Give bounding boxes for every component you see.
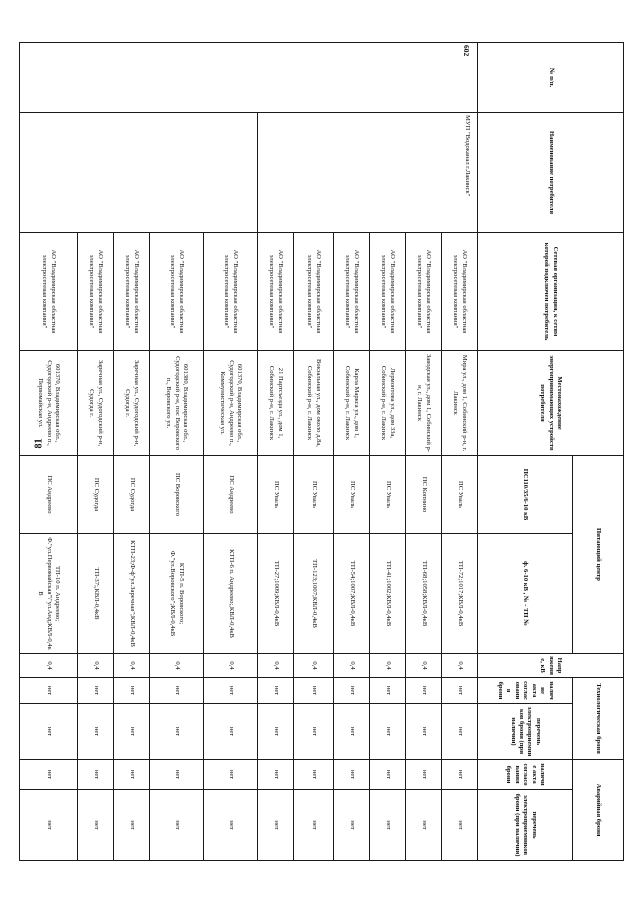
tech-act-cell: нет [78,678,114,704]
rotated-table-wrapper [37,42,624,860]
header-em-list: перечень электроприемников брони (при наличии) [478,790,573,861]
network-org-cell: АО "Владимирская областная электросетевая компания" [370,233,406,351]
header-emergency-armor: Аварийная броня [573,760,624,861]
tech-list-cell: нет [442,704,478,760]
em-act-cell: нет [20,760,78,790]
header-tech-armor: Технологическая броня [573,678,624,760]
em-list-cell: нет [78,790,114,861]
voltage-cell: 0,4 [114,654,150,678]
table-row [442,43,478,861]
network-org-cell: АО "Владимирская областная электросетевая компания" [78,233,114,351]
em-act-cell: нет [294,760,334,790]
consumer-name-empty [20,113,258,233]
ps-cell: ПС Уваль [294,456,334,534]
header-feeder: ф. 6-10 кВ , № - ТП № [478,534,573,654]
feeder-cell: ТП-10 п. Андреево; Ф."ул.Первомайская"\"ул.Анд;КВЛ-0,4кВ [20,534,78,654]
tech-act-cell: нет [258,678,294,704]
location-cell: 601370, Владимирская обл., Судогодский р-н, Андреево п., Коммунистическая ул. [204,351,258,456]
feeder-cell: ТП-54;1007;КВЛ-0,4кВ [334,534,370,654]
em-act-cell: нет [442,760,478,790]
tech-list-cell: нет [258,704,294,760]
tech-act-cell: нет [334,678,370,704]
feeder-cell: ТП-37;,КВЛ-0,4кВ [78,534,114,654]
voltage-cell: 0,4 [406,654,442,678]
feeder-cell: ТП-123;1007;КВЛ-0,4кВ [294,534,334,654]
em-act-cell: нет [78,760,114,790]
feeder-cell: ТП-72;1017;КВЛ-0,4кВ [442,534,478,654]
location-cell: Лермонтова ул., дом 33а, Собинский р-н, г. Лакинск [370,351,406,456]
em-list-cell: нет [334,790,370,861]
network-org-cell: АО "Владимирская областная электросетевая компания" [114,233,150,351]
em-act-cell: нет [204,760,258,790]
ps-cell: ПС Уваль [370,456,406,534]
network-org-cell: АО "Владимирская областная электросетевая компания" [406,233,442,351]
em-list-cell: нет [406,790,442,861]
em-act-cell: нет [114,760,150,790]
em-act-cell: нет [258,760,294,790]
ps-cell: ПС Судогда [78,456,114,534]
location-cell: Вокзальная ул., дом около д.8а, Собинский р-н, г. Лакинск [294,351,334,456]
ps-cell: ПС Судогда [114,456,150,534]
em-list-cell: нет [204,790,258,861]
voltage-cell: 0,4 [442,654,478,678]
row-number: 602 [20,43,478,113]
table-body [20,43,478,861]
tech-list-cell: нет [204,704,258,760]
network-org-cell: АО "Владимирская областная электросетевая компания" [258,233,294,351]
em-act-cell: нет [334,760,370,790]
header-num: № п/п. [478,43,624,113]
header-row-1 [573,43,624,861]
tech-act-cell: нет [294,678,334,704]
feeder-cell: КТП-6 п. Андреево;,КВЛ-0,4кВ [204,534,258,654]
em-act-cell: нет [370,760,406,790]
tech-act-cell: нет [150,678,204,704]
ps-cell: ПС Уваль [442,456,478,534]
tech-list-cell: нет [294,704,334,760]
em-act-cell: нет [150,760,204,790]
ps-cell: ПС Андреево [204,456,258,534]
em-list-cell: нет [294,790,334,861]
header-voltage: Напряжение, кВ [478,654,624,678]
voltage-cell: 0,4 [20,654,78,678]
tech-act-cell: нет [370,678,406,704]
network-org-cell: АО "Владимирская областная электросетевая компания" [20,233,78,351]
voltage-cell: 0,4 [370,654,406,678]
feeder-cell: ТП-27;1009;КВЛ-0,4кВ [258,534,294,654]
consumer-name: МУП "Водоканал г.Лакинск" [258,113,478,233]
tech-act-cell: нет [20,678,78,704]
em-list-cell: нет [442,790,478,861]
header-ps: ПС110/35/6-10 кВ [478,456,573,534]
header-network-org: Сетевая организация, к сетям которой подключен потребитель [478,233,624,351]
tech-list-cell: нет [78,704,114,760]
tech-act-cell: нет [406,678,442,704]
voltage-cell: 0,4 [150,654,204,678]
location-cell: Заречная ул., Судогодский р-н, Судогда г. [78,351,114,456]
armor-table [19,42,624,861]
ps-cell: ПС Воровского [150,456,204,534]
tech-list-cell: нет [406,704,442,760]
header-supply-center: Питающий центр [573,456,624,654]
header-em-act: наличие акта согласования брони [478,760,573,790]
location-cell: Заводская ул., дом 1, Собинский р-н, г. Лакинск [406,351,442,456]
page-number: 81 [33,438,45,449]
ps-cell: ПС Копнино [406,456,442,534]
voltage-cell: 0,4 [294,654,334,678]
network-org-cell: АО "Владимирская областная электросетевая компания" [204,233,258,351]
em-list-cell: нет [258,790,294,861]
header-consumer: Наименование потребителя [478,113,624,233]
voltage-cell: 0,4 [258,654,294,678]
table-row [204,43,258,861]
location-cell: Заречная ул., Судогодский р-н, Судогда г. [114,351,150,456]
tech-act-cell: нет [204,678,258,704]
feeder-cell: ТП-41;1002;КВЛ-0,4кВ [370,534,406,654]
network-org-cell: АО "Владимирская областная электросетевая компания" [294,233,334,351]
voltage-cell: 0,4 [334,654,370,678]
tech-list-cell: нет [370,704,406,760]
tech-list-cell: нет [150,704,204,760]
location-cell: 21 Партсъезда ул., дом 1, Собинский р-н, г. Лакинск [258,351,294,456]
location-cell: 601370, Владимирская обл., Судогодский р-н, Андреево п., Первомайская ул. [20,351,78,456]
network-org-cell: АО "Владимирская областная электросетевая компания" [334,233,370,351]
location-cell: 601380, Владимирская обл., Судогодский р-н, пос Воровского п., Воровского ул. [150,351,204,456]
em-list-cell: нет [20,790,78,861]
ps-cell: ПС Уваль [258,456,294,534]
network-org-cell: АО "Владимирская областная электросетевая компания" [442,233,478,351]
tech-list-cell: нет [334,704,370,760]
em-list-cell: нет [150,790,204,861]
location-cell: Карла Маркса ул., дом 1, Собинский р-н, г. Лакинск [334,351,370,456]
network-org-cell: АО "Владимирская областная электросетевая компания" [150,233,204,351]
em-act-cell: нет [406,760,442,790]
location-cell: Мира ул., дом 1, Собинский р-н, г. Лакинск [442,351,478,456]
feeder-cell: КТП-23;Ф-ф"ул.Заречная";КВЛ-0,4кВ [114,534,150,654]
ps-cell: ПС Андреево [20,456,78,534]
tech-list-cell: нет [114,704,150,760]
em-list-cell: нет [114,790,150,861]
header-tech-list: перечень электроприемников брони (при наличии) [478,704,573,760]
tech-list-cell: нет [20,704,78,760]
header-tech-act: наличие акта согласования брони [478,678,573,704]
header-location: Местонахождение энергопринимающих устройств потребителя [478,351,624,456]
feeder-cell: ТП-68;1058;КВЛ-0,4кВ [406,534,442,654]
voltage-cell: 0,4 [78,654,114,678]
ps-cell: ПС Уваль [334,456,370,534]
em-list-cell: нет [370,790,406,861]
voltage-cell: 0,4 [204,654,258,678]
tech-act-cell: нет [114,678,150,704]
feeder-cell: КТП-5 п. Воровского; Ф."ул.Воровского";КВЛ-0,4кВ [150,534,204,654]
tech-act-cell: нет [442,678,478,704]
